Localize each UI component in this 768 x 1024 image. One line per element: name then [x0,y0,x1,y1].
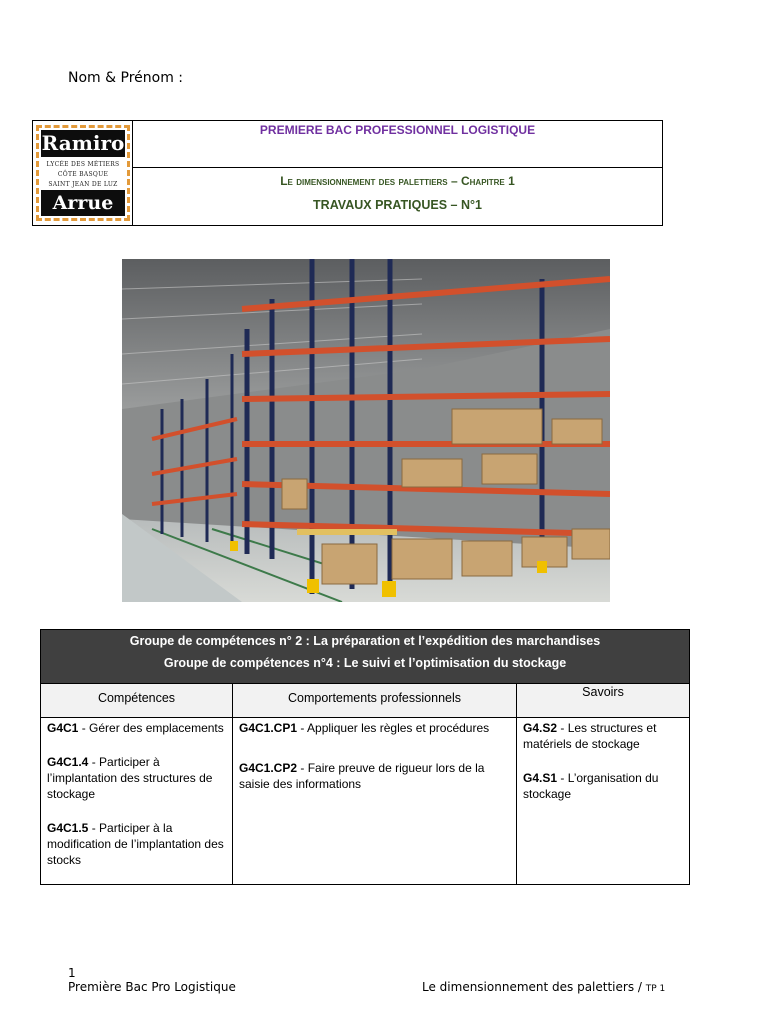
savoirs-cell [517,718,689,884]
savoir-item: G4.S2 - Les structures et matériels de stockage [523,721,657,751]
comportement-item: G4C1.CP2 - Faire preuve de rigueur lors de la saisie des informations [239,761,485,791]
document-header [32,120,663,226]
competences-cell [41,718,233,884]
column-header-comportements: Comportements professionnels [233,684,517,717]
column-header-competences: Compétences [41,684,233,717]
name-label: Nom & Prénom : [68,70,183,86]
header-title-row [133,121,662,168]
school-logo-cell [33,121,133,225]
column-header-savoirs: Savoirs [582,685,624,699]
footer-tp: TP 1 [645,984,666,994]
logo-middle-text [41,160,125,192]
page-number: 1 [68,966,76,980]
competency-groups-header [41,630,689,684]
school-logo [36,125,130,221]
header-titles [133,121,662,225]
footer-course: Première Bac Pro Logistique [68,980,236,994]
comportement-item: G4C1.CP1 - Appliquer les règles et procédures [239,721,490,735]
practical-work-title: TRAVAUX PRATIQUES – N°1 [313,198,482,212]
logo-line-3: SAINT JEAN DE LUZ [48,181,118,188]
competency-group-2: Groupe de compétences n° 2 : La préparation et l’expédition des marchandises [129,634,601,648]
footer-chapter: Le dimensionnement des palettiers / TP 1 [422,980,666,994]
warehouse-pallet-racking-photo [122,259,610,602]
competence-item: G4C1.5 - Participer à la modification de l’implantation des stocks [47,821,224,867]
table-column-headers [41,684,689,718]
comportements-cell [233,718,517,884]
logo-line-2: CÔTE BASQUE [57,171,109,178]
logo-bottom-text: Arrue [41,190,125,216]
competency-group-4: Groupe de compétences n°4 : Le suivi et l’optimisation du stockage [163,656,567,670]
competence-item: G4C1.4 - Participer à l’implantation des structures de stockage [47,755,213,801]
logo-line-1: LYCÉE DES MÉTIERS [46,161,120,168]
logo-top-text: Ramiro [41,131,125,155]
table-body-row [41,718,689,884]
course-title: PREMIERE BAC PROFESSIONNEL LOGISTIQUE [259,123,536,137]
chapter-subtitle: Le dimensionnement des palettiers – Chapitre 1 [280,174,515,188]
competencies-table [40,629,690,885]
competence-item: G4C1 - Gérer des emplacements [47,721,224,735]
savoir-item: G4.S1 - L’organisation du stockage [523,771,659,801]
